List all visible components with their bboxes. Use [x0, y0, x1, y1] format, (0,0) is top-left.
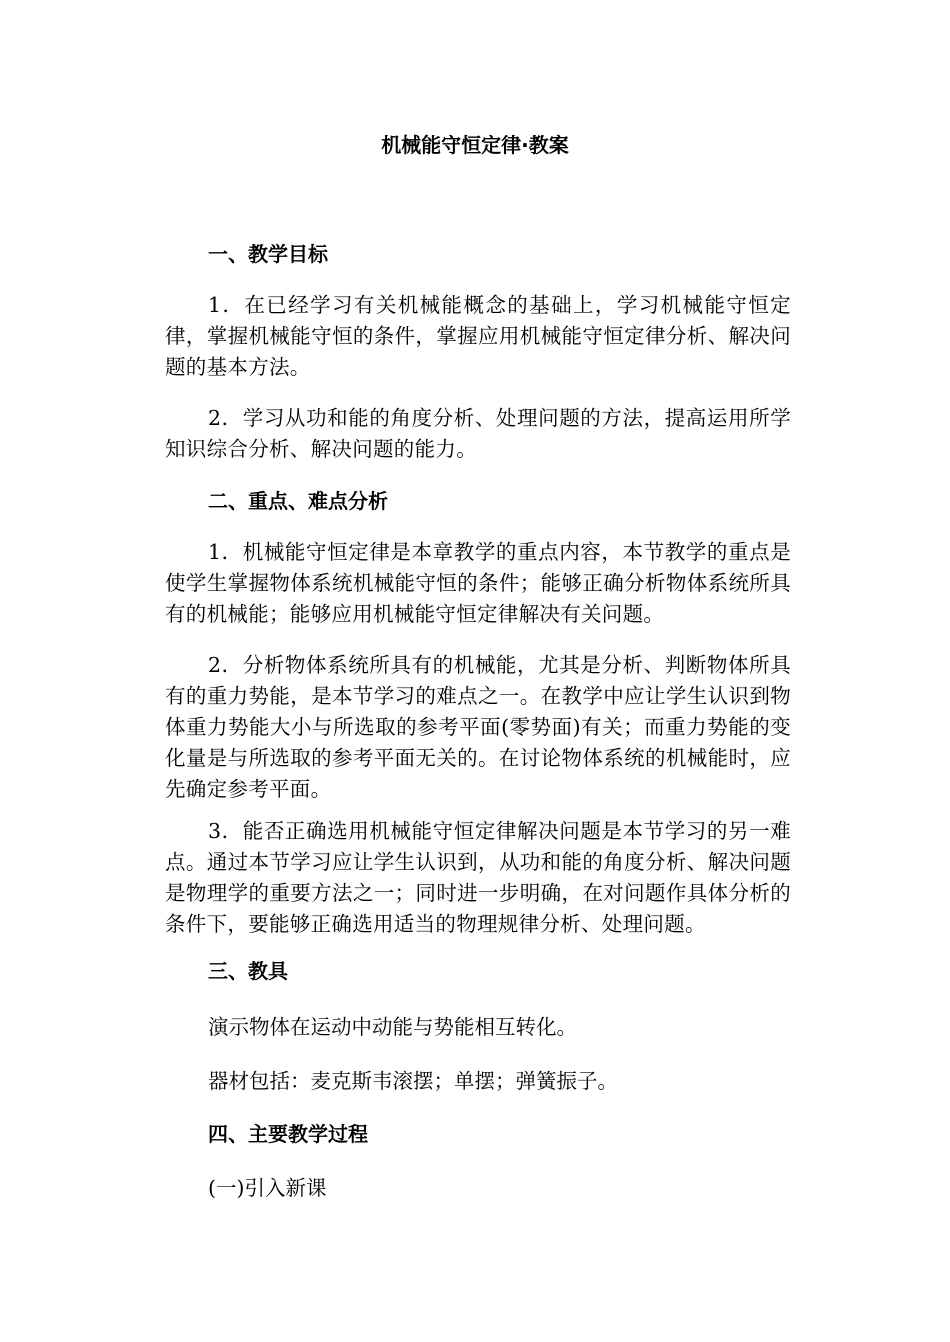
subsection-introduction: (一)引入新课 — [208, 1176, 327, 1200]
teaching-aids-demo-line: 演示物体在运动中动能与势能相互转化。 — [208, 1015, 577, 1039]
section-heading-teaching-aids: 三、教具 — [208, 959, 288, 983]
section-heading-objectives: 一、教学目标 — [208, 242, 328, 266]
section-heading-teaching-process: 四、主要教学过程 — [208, 1122, 368, 1146]
paragraph-key-point-1: 1．机械能守恒定律是本章教学的重点内容，本节教学的重点是使学生掌握物体系统机械能守恒的条件；能够正确分析物体系统所具有的机械能；能够应用机械能守恒定律解决有关问题。 — [165, 540, 791, 626]
section-heading-key-points: 二、重点、难点分析 — [208, 489, 388, 513]
paragraph-key-point-3: 3．能否正确选用机械能守恒定律解决问题是本节学习的另一难点。通过本节学习应让学生认识到，从功和能的角度分析、解决问题是物理学的重要方法之一；同时进一步明确，在对问题作具体分析的条件下，要能够正确选用适当的物理规律分析、处理问题。 — [165, 819, 791, 936]
document-title: 机械能守恒定律·教案 — [381, 133, 569, 157]
paragraph-objective-1: 1．在已经学习有关机械能概念的基础上，学习机械能守恒定律，掌握机械能守恒的条件，掌握应用机械能守恒定律分析、解决问题的基本方法。 — [165, 293, 791, 379]
paragraph-key-point-2: 2．分析物体系统所具有的机械能，尤其是分析、判断物体所具有的重力势能，是本节学习的难点之一。在教学中应让学生认识到物体重力势能大小与所选取的参考平面(零势面)有关；而重力势能的变化量是与所选取的参考平面无关的。在讨论物体系统的机械能时，应先确定参考平面。 — [165, 653, 791, 801]
paragraph-objective-2: 2．学习从功和能的角度分析、处理问题的方法，提高运用所学知识综合分析、解决问题的能力。 — [165, 406, 791, 461]
teaching-aids-equipment-line: 器材包括：麦克斯韦滚摆；单摆；弹簧振子。 — [208, 1069, 618, 1093]
